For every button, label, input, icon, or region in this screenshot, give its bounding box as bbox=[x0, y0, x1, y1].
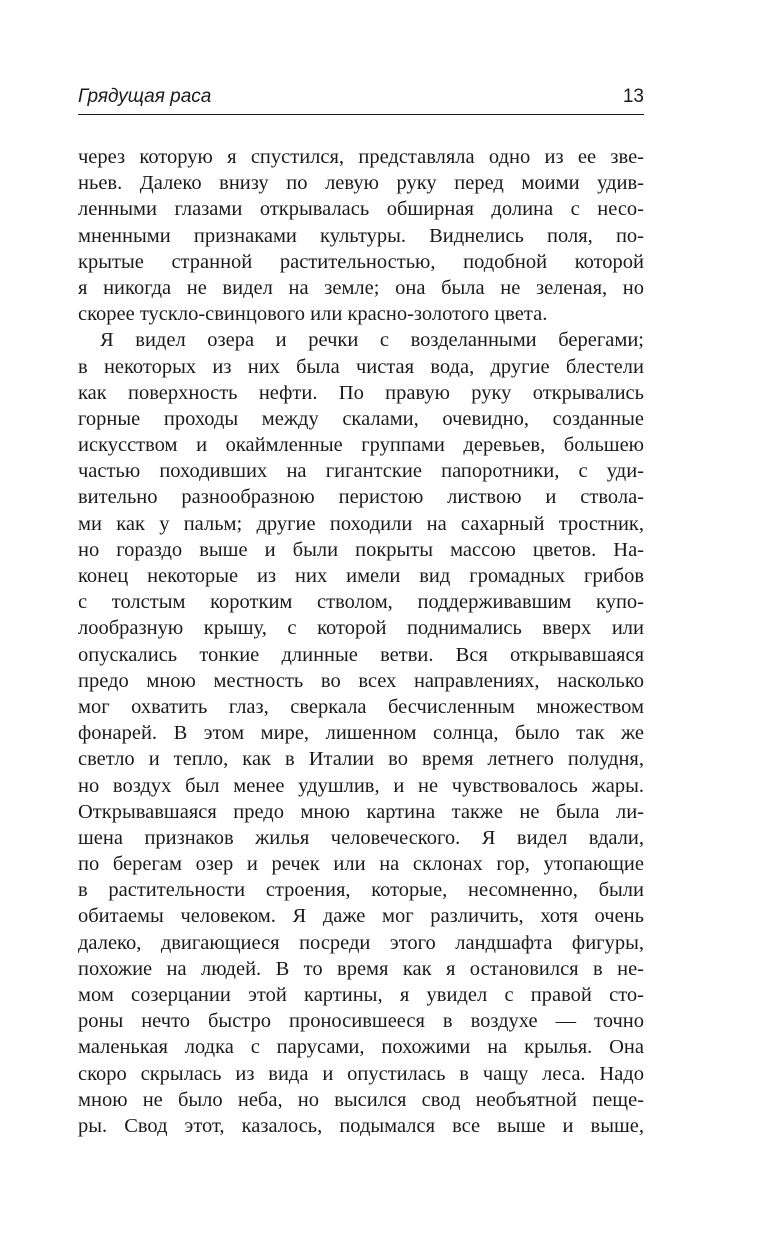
text-line: лообразную крышу, с которой поднимались вверх или bbox=[78, 617, 644, 640]
running-title: Грядущая раса bbox=[78, 86, 212, 107]
text-line: роны нечто быстро проносившееся в воздухе — точно bbox=[78, 1010, 644, 1033]
text-line: но гораздо выше и были покрыты массою цветов. На- bbox=[78, 538, 644, 561]
text-line: конец некоторые из них имели вид громадных грибов bbox=[78, 565, 644, 587]
paragraph bbox=[78, 144, 644, 327]
text-line: ры. Свод этот, казалось, подымался все выше и выше, bbox=[78, 1114, 644, 1137]
paragraph bbox=[78, 327, 644, 1139]
text-line: мною не было неба, но высился свод необъятной пеще- bbox=[78, 1088, 644, 1111]
text-line: скорее тускло-свинцового или красно-золотого цвета. bbox=[78, 303, 548, 326]
text-line: Я видел озера и речки с возделанными берегами; bbox=[100, 329, 644, 352]
text-line: предо мною местность во всех направлениях, насколько bbox=[78, 669, 644, 692]
text-line: искусством и окаймленные группами деревьев, большею bbox=[78, 434, 644, 457]
text-line: далеко, двигающиеся посреди этого ландшафта фигуры, bbox=[78, 931, 644, 954]
text-line: вительно разнообразною перистою листвою и ствола- bbox=[78, 486, 644, 509]
text-line: маленькая лодка с парусами, похожими на крылья. Она bbox=[78, 1036, 644, 1059]
text-line: шена признаков жилья человеческого. Я видел вдали, bbox=[78, 826, 644, 849]
text-line: ньев. Далеко внизу по левую руку перед моими удив- bbox=[78, 172, 644, 195]
text-line: ленными глазами открывалась обширная долина с несо- bbox=[78, 198, 644, 221]
text-line: с толстым коротким стволом, поддерживавшим купо- bbox=[78, 591, 644, 614]
text-line: мненными признаками культуры. Виднелись поля, по- bbox=[78, 224, 644, 247]
text-line: крытые странной растительностью, подобной которой bbox=[78, 250, 644, 273]
body-text bbox=[78, 144, 644, 1139]
text-line: фонарей. В этом мире, лишенном солнца, было так же bbox=[78, 722, 644, 745]
text-line: в некоторых из них была чистая вода, другие блестели bbox=[78, 355, 644, 378]
text-line: я никогда не видел на земле; она была не зеленая, но bbox=[78, 276, 644, 299]
text-line: скоро скрылась из вида и опустилась в чащу леса. Надо bbox=[78, 1062, 644, 1085]
text-line: похожие на людей. В то время как я остановился в не- bbox=[78, 957, 644, 980]
text-line: опускались тонкие длинные ветви. Вся открывавшаяся bbox=[78, 643, 644, 666]
text-line: в растительности строения, которые, несомненно, были bbox=[78, 879, 644, 902]
text-line: мом созерцании этой картины, я увидел с правой сто- bbox=[78, 984, 644, 1006]
page-number: 13 bbox=[622, 86, 644, 107]
text-line: горные проходы между скалами, очевидно, созданные bbox=[78, 407, 644, 430]
text-line: Открывавшаяся предо мною картина также не была ли- bbox=[78, 800, 644, 823]
text-line: но воздух был менее удушлив, и не чувствовалось жары. bbox=[78, 774, 644, 797]
text-line: как поверхность нефти. По правую руку открывались bbox=[78, 381, 644, 404]
text-line: частью походивших на гигантские папоротники, с уди- bbox=[78, 460, 644, 483]
text-line: через которую я спустился, представляла одно из ее зве- bbox=[78, 146, 644, 168]
text-line: мог охватить глаз, сверкала бесчисленным множеством bbox=[78, 695, 644, 718]
text-line: обитаемы человеком. Я даже мог различить, хотя очень bbox=[78, 905, 644, 928]
text-line: по берегам озер и речек или на склонах гор, утопающие bbox=[78, 853, 644, 876]
text-line: светло и тепло, как в Италии во время летнего полудня, bbox=[78, 748, 644, 771]
running-header bbox=[78, 84, 644, 115]
text-line: ми как у пальм; другие походили на сахарный тростник, bbox=[78, 512, 644, 535]
